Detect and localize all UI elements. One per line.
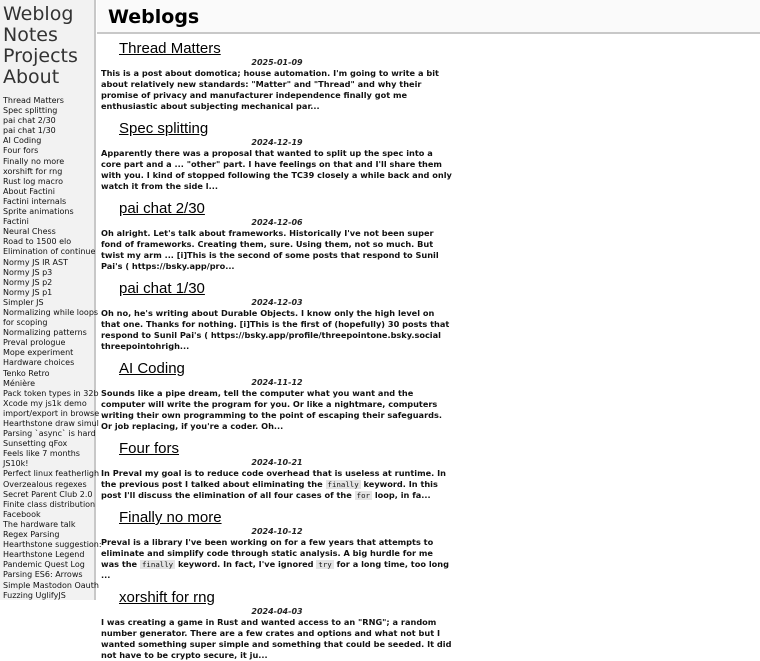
post-title-link[interactable]: Thread Matters — [119, 40, 221, 57]
sidebar-post-link[interactable]: JS10k! — [3, 459, 29, 469]
post-date: 2024-11-12 — [251, 378, 303, 387]
post-date: 2025-01-09 — [251, 58, 303, 67]
post-entry — [101, 120, 453, 192]
excerpt-text: I was creating a game in Rust and wanted access to an "RNG"; a random number generator. There are a few crates and options and what not but I wanted something super simple and something that could be seeded. It did not have to be crypto secure, it ju... — [101, 617, 452, 660]
main-nav — [0, 0, 94, 88]
post-excerpt — [101, 468, 453, 501]
sidebar-post-link[interactable]: pai chat 1/30 — [3, 126, 56, 136]
inline-code: for — [356, 491, 370, 500]
sidebar-post-link[interactable]: Facebook — [3, 509, 41, 519]
post-entry — [101, 200, 453, 272]
sidebar-post-link[interactable]: Hearthstone Legend — [3, 550, 85, 560]
sidebar-post-link[interactable]: Preval prologue — [3, 338, 66, 348]
sidebar-post-link[interactable]: The hardware talk — [3, 519, 76, 529]
sidebar-post-link[interactable]: Normy JS p2 — [3, 277, 53, 287]
nav-link-projects[interactable]: Projects — [3, 45, 78, 67]
sidebar-post-link[interactable]: Normalizing patterns — [3, 328, 87, 338]
post-date: 2024-10-12 — [251, 527, 303, 536]
sidebar-post-link[interactable]: Pack token types in 32b — [3, 388, 99, 398]
sidebar-post-link[interactable]: AI Coding — [3, 136, 42, 146]
excerpt-text: loop, in fa... — [372, 490, 431, 500]
sidebar-post-link[interactable]: Hearthstone suggestion: — [3, 540, 102, 550]
post-title — [119, 440, 453, 458]
excerpt-text: keyword. In this post I'll discuss the elimination of all four cases of the — [101, 479, 438, 500]
sidebar-post-link[interactable]: Rust log macro — [3, 176, 63, 186]
post-entry — [101, 280, 453, 352]
post-title-link[interactable]: Finally no more — [119, 509, 222, 526]
post-entry — [101, 589, 453, 661]
nav-link-notes[interactable]: Notes — [3, 24, 58, 46]
post-title-link[interactable]: pai chat 1/30 — [119, 280, 205, 297]
excerpt-text: Sounds like a pipe dream, tell the computer what you want and the computer will write the program for you. Or like a nightmare, computers writing their own programming to the point of escaping their safeguards. Or job replacing, if you're a coder. Oh... — [101, 388, 442, 431]
sidebar-post-link[interactable]: Finite class distribution — [3, 499, 96, 509]
excerpt-text: Oh no, he's writing about Durable Objects. I know only the high level on that one. Thanks for nothing. [i]This is the first of (hopefully) 30 posts that respond to Sunil Pai's ( https://bsky.app/profile/threepointone.bsky.social threepointohrigh... — [101, 308, 450, 351]
sidebar-post-link[interactable]: Xcode my js1k demo — [3, 398, 87, 408]
post-title — [119, 40, 453, 58]
sidebar-post-link[interactable]: Hearthstone draw simul — [3, 419, 99, 428]
excerpt-text: In Preval my goal is to reduce code overhead that is useless at runtime. In the previous post I talked about eliminating the — [101, 468, 446, 489]
sidebar-post-link[interactable]: Regex Parsing — [3, 530, 60, 540]
nav-link-about[interactable]: About — [3, 66, 60, 88]
sidebar-post-link[interactable]: Neural Chess — [3, 227, 56, 237]
post-title — [119, 280, 453, 298]
sidebar-post-link[interactable]: Ménière — [3, 378, 36, 388]
post-excerpt — [101, 388, 453, 432]
sidebar-post-link[interactable]: Simple Mastodon Oauth — [3, 580, 99, 590]
sidebar-post-link[interactable]: import/export in browse — [3, 408, 100, 418]
excerpt-text: keyword. In fact, I've ignored — [175, 559, 317, 569]
sidebar-post-link[interactable]: Simpler JS — [3, 297, 44, 307]
sidebar-post-link[interactable]: Normy JS IR AST — [3, 257, 68, 267]
sidebar-post-link[interactable]: Normalizing while loops — [3, 307, 99, 317]
inline-code: finally — [327, 480, 359, 489]
sidebar-post-link[interactable]: Spec splitting — [3, 106, 58, 116]
post-excerpt — [101, 228, 453, 272]
sidebar-post-link[interactable]: Tenko Retro — [3, 368, 50, 378]
post-entry — [101, 40, 453, 112]
post-title-link[interactable]: Four fors — [119, 440, 180, 457]
sidebar-post-link[interactable]: About Factini — [3, 186, 56, 196]
post-title — [119, 589, 453, 607]
excerpt-text: for a long time, too long ... — [101, 559, 449, 580]
sidebar-post-link[interactable]: Factini internals — [3, 196, 67, 206]
post-title-link[interactable]: xorshift for rng — [119, 589, 215, 606]
excerpt-text: This is a post about domotica; house automation. I'm going to write a bit about relatively new standards: "Matter" and "Thread" and why their promise of privacy and manufacturer independence finally got me enthusiastic about subjecting mechanical par... — [101, 68, 439, 111]
sidebar-post-link[interactable]: pai chat 2/30 — [3, 116, 56, 126]
post-excerpt — [101, 68, 453, 112]
post-excerpt — [101, 617, 453, 661]
sidebar-post-link[interactable]: Normy JS p3 — [3, 267, 53, 277]
sidebar-post-link[interactable]: Pandemic Quest Log — [3, 560, 85, 570]
sidebar-post-link[interactable]: Sprite animations — [3, 207, 74, 217]
post-title-link[interactable]: AI Coding — [119, 360, 185, 377]
post-excerpt — [101, 148, 453, 192]
sidebar-post-link[interactable]: for scoping — [3, 318, 48, 328]
sidebar-post-link[interactable]: Finally no more — [3, 156, 65, 166]
sidebar-post-link[interactable]: Overzealous regexes — [3, 479, 87, 489]
post-title — [119, 360, 453, 378]
sidebar-post-link[interactable]: Road to 1500 elo — [3, 237, 72, 247]
sidebar-post-link[interactable]: Parsing `async` is hard — [3, 429, 96, 439]
post-date: 2024-10-21 — [251, 458, 303, 467]
sidebar-post-link[interactable]: Thread Matters — [3, 96, 64, 105]
excerpt-text: Apparently there was a proposal that wanted to split up the spec into a core part and a ... "other" part. I have feelings on that and I'll share them with you. I kind of stopped following the TC39 closely a while back and only watch it from the side l... — [101, 148, 452, 191]
post-entry — [101, 440, 453, 501]
sidebar-post-link[interactable]: Fuzzing UglifyJS — [3, 590, 66, 600]
inline-code: try — [318, 560, 332, 569]
post-date: 2024-12-03 — [251, 298, 303, 307]
main-content — [97, 0, 760, 660]
post-title-link[interactable]: pai chat 2/30 — [119, 200, 205, 217]
post-date: 2024-04-03 — [251, 607, 303, 616]
excerpt-text: Oh alright. Let's talk about frameworks. Historically I've not been super fond of frameworks. Creating them, sure. Using them, not so much. But twist my arm ... [i]This is the second of some posts that respond to Sunil Pai's ( https://bsky.app/pro... — [101, 228, 439, 271]
inline-code: finally — [141, 560, 174, 569]
post-title — [119, 509, 453, 527]
page-title: Weblogs — [108, 6, 200, 28]
sidebar-post-link[interactable]: Secret Parent Club 2.0 — [3, 489, 93, 499]
post-excerpt — [101, 308, 453, 352]
excerpt-text: Preval is a library I've been working on for a few years that attempts to eliminate and simplify code through static analysis. A big hurdle for me was the — [101, 537, 434, 569]
sidebar-post-link[interactable]: xorshift for rng — [3, 166, 63, 176]
sidebar-post-link[interactable]: Sunsetting qFox — [3, 439, 68, 449]
sidebar-post-link[interactable]: Perfect linux featherligh — [3, 469, 100, 479]
page-header — [97, 0, 760, 34]
sidebar-post-link[interactable]: Elimination of continue — [3, 247, 96, 257]
sidebar — [0, 0, 102, 600]
sidebar-post-list — [0, 96, 102, 601]
sidebar-post-link[interactable]: Hardware choices — [3, 358, 75, 368]
post-title-link[interactable]: Spec splitting — [119, 120, 209, 137]
post-entry — [101, 509, 453, 581]
post-list — [97, 34, 453, 661]
sidebar-post-link[interactable]: Feels like 7 months — [3, 449, 80, 459]
sidebar-post-link[interactable]: Factini — [3, 217, 29, 227]
post-date: 2024-12-19 — [251, 138, 303, 147]
sidebar-post-link[interactable]: Four fors — [3, 146, 39, 156]
nav-link-weblog[interactable]: Weblog — [3, 3, 74, 25]
post-title — [119, 120, 453, 138]
sidebar-post-link[interactable]: Parsing ES6: Arrows — [3, 570, 83, 580]
post-title — [119, 200, 453, 218]
post-excerpt — [101, 537, 453, 581]
post-date: 2024-12-06 — [251, 218, 303, 227]
post-entry — [101, 360, 453, 432]
sidebar-post-link[interactable]: Mope experiment — [3, 348, 74, 358]
sidebar-post-link[interactable]: Normy JS p1 — [3, 287, 53, 297]
